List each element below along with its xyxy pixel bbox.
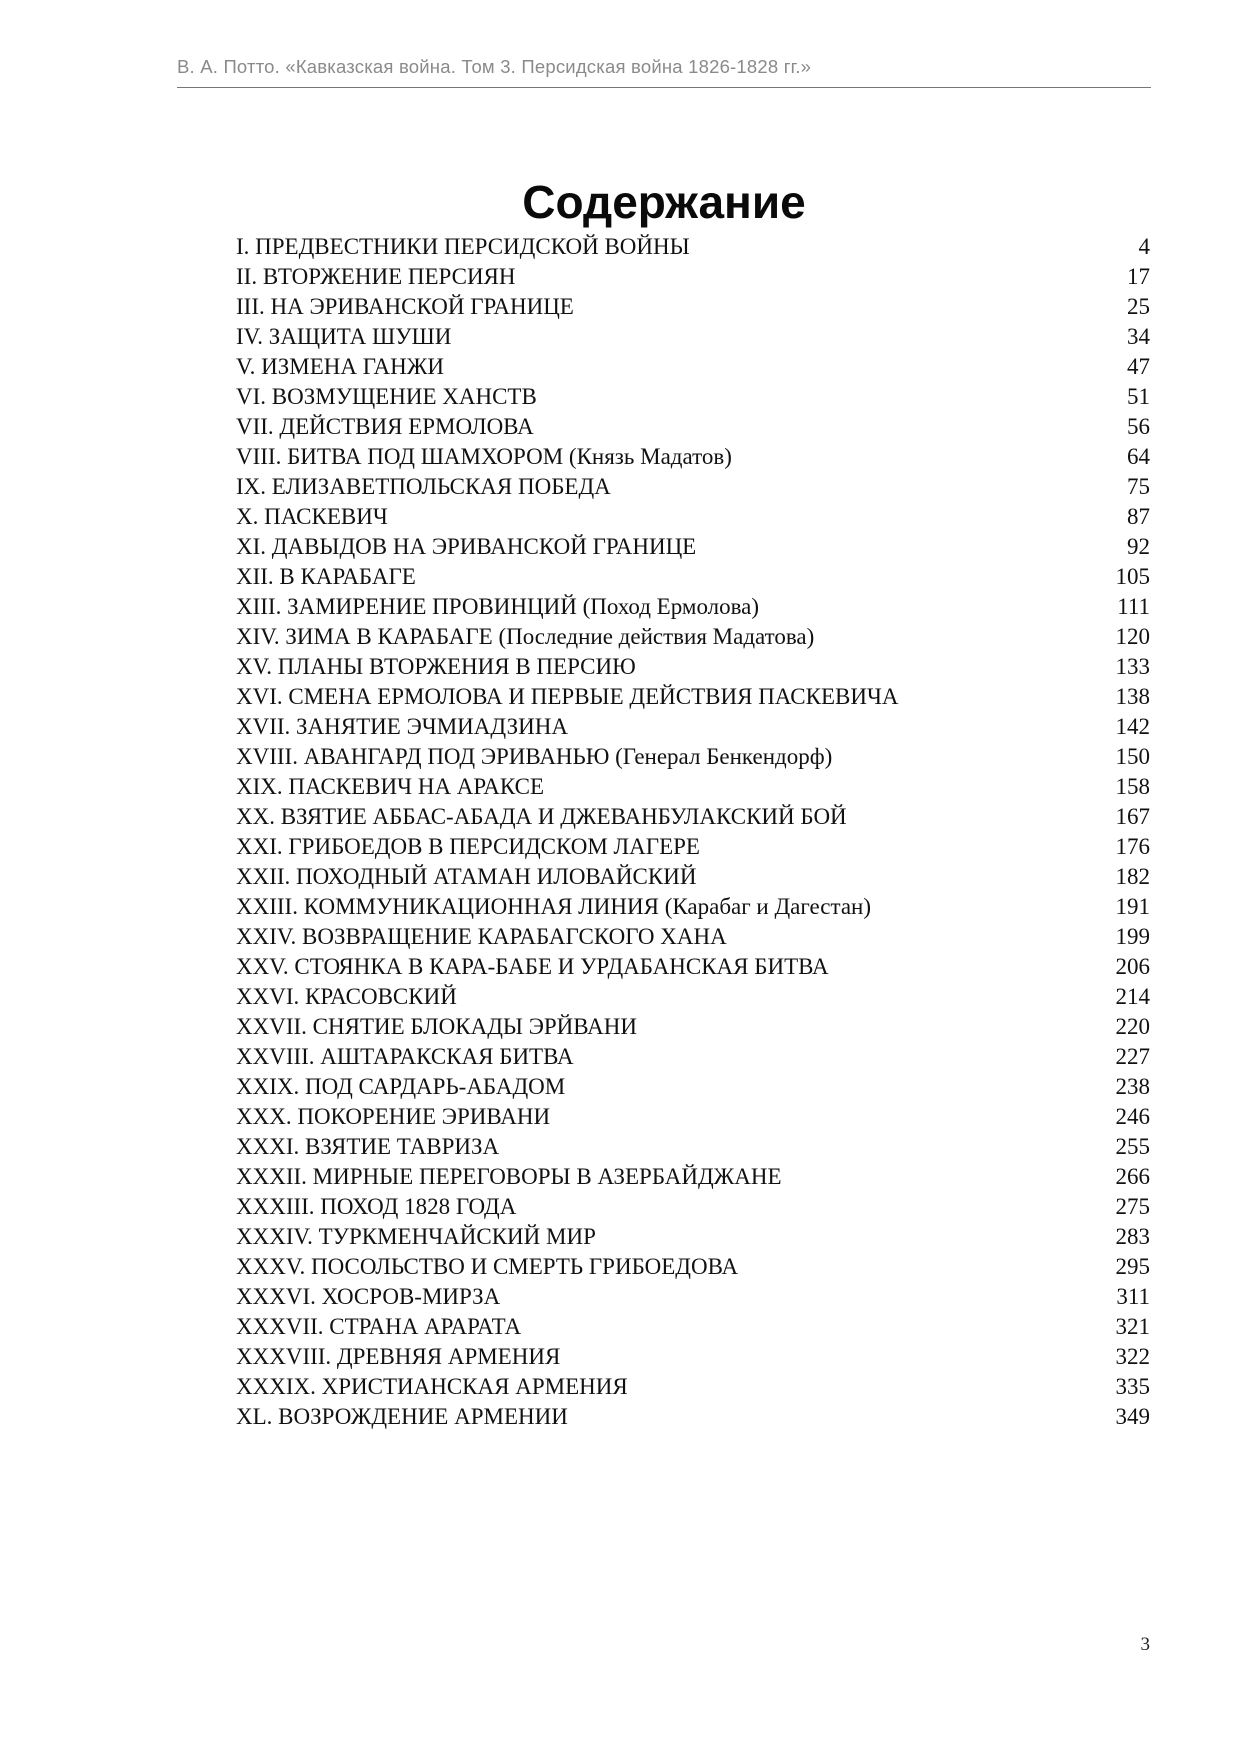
table-of-contents [236, 232, 1150, 1432]
toc-entry-title: XIV. ЗИМА В КАРАБАГЕ (Последние действия Мадатова) [236, 624, 815, 649]
toc-entry-title: XVI. СМЕНА ЕРМОЛОВА И ПЕРВЫЕ ДЕЙСТВИЯ ПАСКЕВИЧА [236, 684, 899, 709]
toc-entry-page: 246 [1115, 1104, 1150, 1129]
toc-entry-page: 34 [1127, 324, 1150, 349]
toc-entry-page: 255 [1115, 1134, 1150, 1159]
toc-entry[interactable] [236, 1072, 1150, 1102]
toc-entry-title: IV. ЗАЩИТА ШУШИ [236, 324, 452, 349]
toc-entry-title: VIII. БИТВА ПОД ШАМХОРОМ (Князь Мадатов) [236, 444, 732, 469]
toc-entry-page: 87 [1127, 504, 1150, 529]
toc-entry-title: XIX. ПАСКЕВИЧ НА АРАКСЕ [236, 774, 545, 799]
toc-entry-title: XXXVI. ХОСРОВ-МИРЗА [236, 1284, 501, 1309]
toc-entry[interactable] [236, 322, 1150, 352]
toc-entry-title: XXVIII. АШТАРАКСКАЯ БИТВА [236, 1044, 574, 1069]
toc-entry[interactable] [236, 1252, 1150, 1282]
toc-entry[interactable] [236, 1012, 1150, 1042]
toc-entry-title: XXX. ПОКОРЕНИЕ ЭРИВАНИ [236, 1104, 551, 1129]
toc-entry-page: 206 [1115, 954, 1150, 979]
toc-entry[interactable] [236, 1282, 1150, 1312]
toc-entry-page: 17 [1127, 264, 1150, 289]
toc-entry[interactable] [236, 952, 1150, 982]
toc-entry[interactable] [236, 532, 1150, 562]
toc-entry[interactable] [236, 892, 1150, 922]
toc-entry-page: 191 [1115, 894, 1150, 919]
toc-entry-page: 75 [1127, 474, 1150, 499]
toc-entry-title: XXXVIII. ДРЕВНЯЯ АРМЕНИЯ [236, 1344, 561, 1369]
toc-entry-title: XXII. ПОХОДНЫЙ АТАМАН ИЛОВАЙСКИЙ [236, 864, 697, 889]
toc-entry[interactable] [236, 1042, 1150, 1072]
toc-entry-page: 238 [1115, 1074, 1150, 1099]
toc-entry-page: 51 [1127, 384, 1150, 409]
toc-entry[interactable] [236, 352, 1150, 382]
toc-entry[interactable] [236, 1192, 1150, 1222]
header-divider [177, 87, 1151, 88]
toc-entry-page: 47 [1127, 354, 1150, 379]
toc-entry-page: 227 [1115, 1044, 1150, 1069]
toc-entry[interactable] [236, 802, 1150, 832]
toc-entry-title: VII. ДЕЙСТВИЯ ЕРМОЛОВА [236, 414, 534, 439]
toc-entry-title: XXVII. СНЯТИЕ БЛОКАДЫ ЭРЙВАНИ [236, 1014, 637, 1039]
toc-entry[interactable] [236, 1312, 1150, 1342]
toc-entry[interactable] [236, 712, 1150, 742]
toc-entry-page: 295 [1115, 1254, 1150, 1279]
toc-entry-page: 335 [1115, 1374, 1150, 1399]
toc-entry-page: 275 [1115, 1194, 1150, 1219]
toc-entry-page: 182 [1115, 864, 1150, 889]
toc-entry-page: 56 [1127, 414, 1150, 439]
toc-entry-title: XII. В КАРАБАГЕ [236, 564, 416, 589]
toc-entry-page: 105 [1115, 564, 1150, 589]
toc-entry-title: XVII. ЗАНЯТИЕ ЭЧМИАДЗИНА [236, 714, 568, 739]
toc-entry-page: 142 [1115, 714, 1150, 739]
toc-entry[interactable] [236, 232, 1150, 262]
toc-entry-page: 311 [1116, 1284, 1150, 1309]
toc-entry[interactable] [236, 592, 1150, 622]
toc-entry-title: XXXIX. ХРИСТИАНСКАЯ АРМЕНИЯ [236, 1374, 628, 1399]
toc-entry[interactable] [236, 502, 1150, 532]
toc-entry-title: X. ПАСКЕВИЧ [236, 504, 388, 529]
toc-entry-title: XXXVII. СТРАНА АРАРАТА [236, 1314, 522, 1339]
toc-entry[interactable] [236, 742, 1150, 772]
toc-entry[interactable] [236, 682, 1150, 712]
toc-entry[interactable] [236, 922, 1150, 952]
toc-entry-page: 4 [1138, 234, 1150, 259]
toc-entry-page: 25 [1127, 294, 1150, 319]
toc-entry-title: XX. ВЗЯТИЕ АББАС-АБАДА И ДЖЕВАНБУЛАКСКИЙ БОЙ [236, 804, 847, 829]
toc-entry-title: XXV. СТОЯНКА В КАРА-БАБЕ И УРДАБАНСКАЯ БИТВА [236, 954, 829, 979]
toc-entry-title: XXIX. ПОД САРДАРЬ-АБАДОМ [236, 1074, 566, 1099]
toc-entry-page: 349 [1115, 1404, 1150, 1429]
toc-entry-page: 64 [1127, 444, 1150, 469]
page-title: Содержание [522, 175, 806, 228]
toc-entry-title: XXXIV. ТУРКМЕНЧАЙСКИЙ МИР [236, 1224, 596, 1249]
toc-entry-page: 133 [1115, 654, 1150, 679]
running-header: В. А. Потто. «Кавказская война. Том 3. Персидская война 1826-1828 гг.» [177, 56, 812, 77]
page-number: 3 [1140, 1634, 1150, 1655]
toc-entry-title: XI. ДАВЫДОВ НА ЭРИВАНСКОЙ ГРАНИЦЕ [236, 534, 697, 559]
toc-entry[interactable] [236, 622, 1150, 652]
toc-entry-page: 220 [1115, 1014, 1150, 1039]
toc-entry[interactable] [236, 1372, 1150, 1402]
toc-entry-page: 321 [1115, 1314, 1150, 1339]
toc-entry-page: 92 [1127, 534, 1150, 559]
toc-entry[interactable] [236, 832, 1150, 862]
toc-entry[interactable] [236, 1342, 1150, 1372]
toc-entry[interactable] [236, 262, 1150, 292]
toc-entry-title: XXIII. КОММУНИКАЦИОННАЯ ЛИНИЯ (Карабаг и Дагестан) [236, 894, 871, 919]
toc-entry-page: 214 [1115, 984, 1150, 1009]
toc-entry[interactable] [236, 1402, 1150, 1432]
toc-entry[interactable] [236, 472, 1150, 502]
toc-entry-page: 120 [1115, 624, 1150, 649]
toc-entry-title: XL. ВОЗРОЖДЕНИЕ АРМЕНИИ [236, 1404, 568, 1429]
toc-entry-title: XV. ПЛАНЫ ВТОРЖЕНИЯ В ПЕРСИЮ [236, 654, 636, 679]
toc-entry[interactable] [236, 982, 1150, 1012]
toc-entry[interactable] [236, 652, 1150, 682]
toc-entry-title: I. ПРЕДВЕСТНИКИ ПЕРСИДСКОЙ ВОЙНЫ [236, 234, 690, 259]
toc-entry-title: XXXIII. ПОХОД 1828 ГОДА [236, 1194, 517, 1219]
toc-entry-title: XXXII. МИРНЫЕ ПЕРЕГОВОРЫ В АЗЕРБАЙДЖАНЕ [236, 1164, 782, 1189]
toc-entry-page: 158 [1115, 774, 1150, 799]
toc-entry[interactable] [236, 1132, 1150, 1162]
toc-entry-page: 167 [1115, 804, 1150, 829]
toc-entry-page: 322 [1115, 1344, 1150, 1369]
toc-entry-page: 111 [1117, 594, 1150, 619]
toc-entry[interactable] [236, 382, 1150, 412]
toc-entry-page: 266 [1115, 1164, 1150, 1189]
toc-entry-title: XVIII. АВАНГАРД ПОД ЭРИВАНЬЮ (Генерал Бенкендорф) [236, 744, 833, 769]
toc-entry[interactable] [236, 862, 1150, 892]
toc-entry-title: II. ВТОРЖЕНИЕ ПЕРСИЯН [236, 264, 516, 289]
toc-entry-page: 176 [1115, 834, 1150, 859]
toc-entry-title: XXI. ГРИБОЕДОВ В ПЕРСИДСКОМ ЛАГЕРЕ [236, 834, 700, 859]
toc-entry-title: XXXV. ПОСОЛЬСТВО И СМЕРТЬ ГРИБОЕДОВА [236, 1254, 739, 1279]
toc-entry-page: 150 [1115, 744, 1150, 769]
toc-entry[interactable] [236, 292, 1150, 322]
toc-entry[interactable] [236, 562, 1150, 592]
toc-entry[interactable] [236, 412, 1150, 442]
toc-entry[interactable] [236, 442, 1150, 472]
toc-entry[interactable] [236, 772, 1150, 802]
toc-entry[interactable] [236, 1222, 1150, 1252]
toc-entry-title: XXXI. ВЗЯТИЕ ТАВРИЗА [236, 1134, 500, 1159]
toc-entry-title: V. ИЗМЕНА ГАНЖИ [236, 354, 444, 379]
toc-entry-title: XIII. ЗАМИРЕНИЕ ПРОВИНЦИЙ (Поход Ермолова) [236, 594, 760, 619]
toc-entry-page: 138 [1115, 684, 1150, 709]
toc-entry[interactable] [236, 1102, 1150, 1132]
toc-entry-title: XXIV. ВОЗВРАЩЕНИЕ КАРАБАГСКОГО ХАНА [236, 924, 727, 949]
toc-entry[interactable] [236, 1162, 1150, 1192]
toc-entry-title: VI. ВОЗМУЩЕНИЕ ХАНСТВ [236, 384, 537, 409]
toc-entry-page: 199 [1115, 924, 1150, 949]
toc-entry-page: 283 [1115, 1224, 1150, 1249]
toc-entry-title: III. НА ЭРИВАНСКОЙ ГРАНИЦЕ [236, 294, 574, 319]
toc-entry-title: XXVI. КРАСОВСКИЙ [236, 984, 457, 1009]
toc-entry-title: IX. ЕЛИЗАВЕТПОЛЬСКАЯ ПОБЕДА [236, 474, 611, 499]
